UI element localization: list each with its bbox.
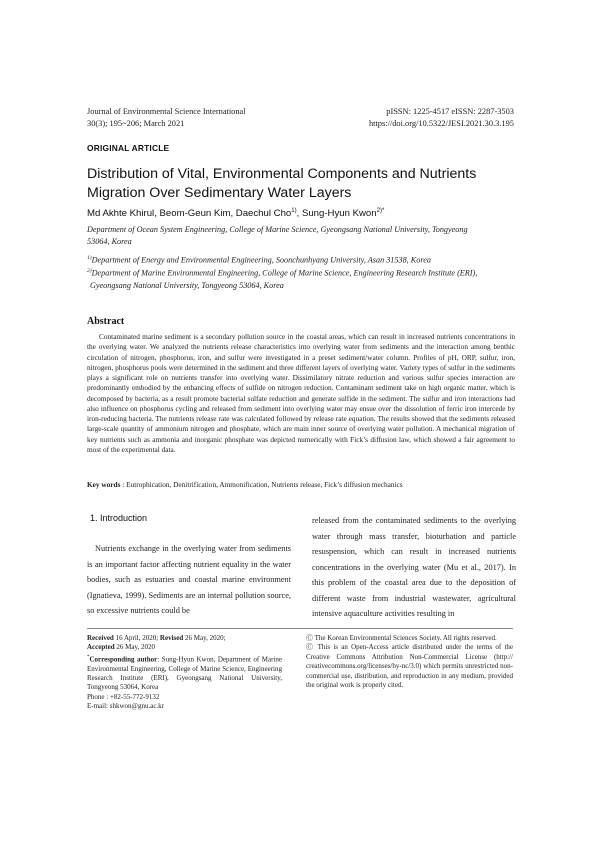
corresponding-marker: *: [87, 654, 90, 660]
received-date: 16 April, 2020;: [113, 634, 160, 642]
phone: Phone : +82-55-772-9132: [87, 692, 160, 701]
keywords: [87, 480, 515, 490]
body-column-left: [87, 513, 291, 619]
author-4-affiliation-marker: 2)*: [376, 208, 385, 214]
affiliation-1-marker: 1): [87, 255, 92, 261]
corresponding-text: : Sung-Hyun Kwon, Department of Marine Environmental Engineering, College of Marine Science, Engineering Research Institute (ERI), Gyeongsang National University, Tongyeong 53064, Korea: [87, 655, 282, 692]
author-2: Beom-Geun Kim,: [159, 208, 236, 220]
title-line-2: Migration Over Sedimentary Water Layers: [87, 185, 352, 201]
introduction-heading: 1. Introduction: [90, 513, 148, 523]
introduction-paragraph-right: released from the contaminated sediments to the overlying water through mass transfer, bioturbation and particle resuspension, which can result in increased nutrients concentrations in the overlying water (Mu et al., 2017). In this problem of the coastal area due to the deposition of different waste from industrial wastewater, agricultural intensive aquaculture activities resulting in: [312, 516, 516, 618]
accepted-label: Accepted: [87, 643, 115, 652]
affiliation-2-line-2: Gyeongsang National University, Tongyeong 53064, Korea: [90, 280, 284, 290]
revised-date: 26 May, 2020;: [183, 634, 226, 642]
email-link[interactable]: E-mail: shkwon@gnu.ac.kr: [87, 702, 165, 711]
article-title: [87, 165, 517, 203]
dates-line-1: [87, 634, 282, 643]
author-4: Sung-Hyun Kwon: [301, 208, 377, 220]
affiliation-2-line-1: Department of Marine Environmental Engineering, College of Marine Science, Engineering Research Institute (ERI),: [91, 268, 478, 278]
corresponding-author: [87, 653, 282, 693]
introduction-paragraph-left: Nutrients exchange in the overlying water from sediments is an important factor affecting nutrient equality in the water bodies, such as estuaries and coastal marine environment (Ignatieva, 1999). Sediments are an internal pollution source, so excessive nutrients could be: [87, 544, 291, 615]
body-column-right: [312, 513, 516, 622]
journal-header-right: [369, 106, 514, 130]
accepted-date: 26 May, 2020: [114, 643, 155, 652]
keywords-label: Key words: [87, 480, 121, 489]
author-3: Daechul Cho: [235, 208, 292, 220]
affiliation-main: [87, 224, 517, 248]
affiliation-2-marker: 2): [87, 268, 92, 274]
affiliation-main-line-1: Department of Ocean System Engineering, College of Marine Science, Gyeongsang National University, Tongyeong: [87, 225, 468, 234]
abstract-body: Contaminated marine sediment is a secondary pollution source in the coastal areas, which can result in increased nutrients concentrations in the overlying water. We analyzed the nutrients release characteristics into overlying water from sediments and the interaction among benthic circulation of nitrogen, phosphorus, iron, and sulfur were investigated in a preset sediment/water column. Profiles of pH, ORP, sulfur, iron, nitrogen, phosphorus pools were determined in the sediment and three different layers of overlying water. Variety types of sulfur in the sediments plays a significant role on nutrients transfer into overlying water. Dissimilatory nitrate reduction and various sulfur species interaction are predominantly embodied by the enhancing effects of sulfide on nitrogen reduction. Contaminant sediment take on high organic matter, which is decomposed by bacteria, as a result promote bacterial sulfate reduction and generate sulfide in the sediment. The sulfur and iron interactions had also influence on phosphorus cycling and released from sediment into overlying water may ensue over the dissolution of ferric iron intercede by iron-reducing bacteria. The nutrients release rate was calculated followed by release rate equation. The results showed that the sediments released large-scale quantity of ammonium nitrogen and phosphate, which are main inner source of overlying water pollution. A mechanical migration of key nutrients such as ammonia and inorganic phosphate was depicted numerically with Fick’s diffusion law, which showed a fair agreement to most of the experimental data.: [87, 332, 515, 454]
footer-divider: [87, 628, 513, 629]
revised-label: Revised: [159, 634, 184, 642]
doi-link[interactable]: https://doi.org/10.5322/JESI.2021.30.3.195: [368, 119, 514, 128]
title-line-1: Distribution of Vital, Environmental Components and Nutrients: [87, 166, 477, 182]
article-type-label: ORIGINAL ARTICLE: [87, 143, 170, 153]
received-label: Received: [87, 634, 114, 642]
author-1: Md Akhte Khirul,: [87, 208, 160, 220]
author-3-affiliation-marker: 1): [291, 208, 297, 214]
issn-line: pISSN: 1225-4517 eISSN: 2287-3503: [386, 107, 514, 116]
copyright-notice: Ⓒ The Korean Environmental Sciences Society. All rights reserved.: [306, 634, 497, 642]
journal-header-left: [87, 106, 246, 130]
license-notice: Ⓒ This is an Open-Access article distributed under the terms of the Creative Commons Attribution Non-Commercial License (http:// creativecommons.org/licenses/by-nc/3.0) which permits unrestricted non-commercial use, distribution, and reproduction in any medium, provided the original work is properly cited.: [306, 643, 513, 690]
author-list: [87, 208, 517, 219]
corresponding-label: Corresponding author: [89, 655, 158, 664]
author-separator: ,: [296, 208, 302, 220]
keywords-text: : Eutrophication, Denitrification, Ammonification, Nutrients release, Fick’s diffusion mechanics: [120, 480, 403, 489]
dates-line-2: [87, 643, 282, 652]
affiliation-1-text: Department of Energy and Environmental Engineering, Soonchunhyang University, Asan 31538, Korea: [91, 255, 431, 265]
footer-article-info: [87, 634, 282, 712]
abstract-heading: Abstract: [87, 316, 125, 327]
affiliation-2: [87, 265, 517, 292]
journal-name: Journal of Environmental Science International: [87, 107, 246, 116]
affiliation-main-line-2: 53064, Korea: [87, 237, 132, 246]
footer-license: [306, 634, 513, 690]
volume-issue: 30(3); 195~206; March 2021: [87, 119, 185, 128]
